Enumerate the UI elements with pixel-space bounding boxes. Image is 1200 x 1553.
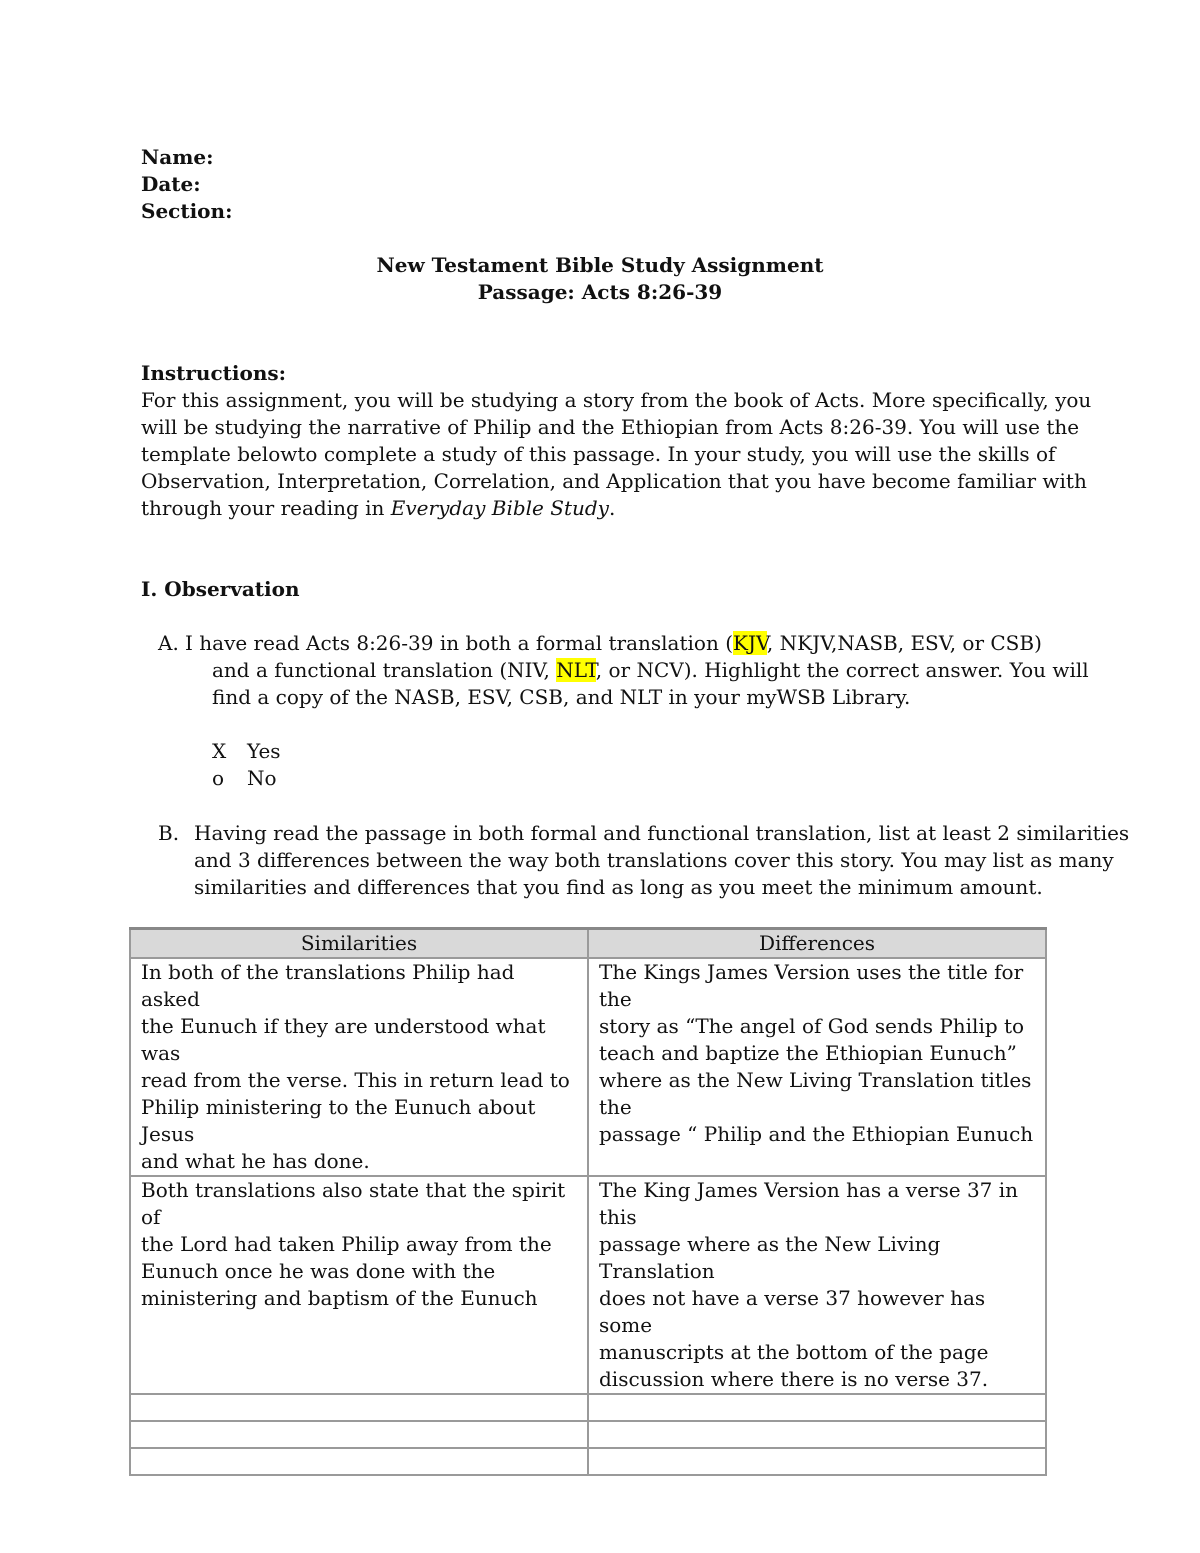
cell-line: The Kings James Version uses the title for the — [599, 960, 1024, 1011]
option-yes-mark: X — [212, 739, 227, 763]
cell-line: discussion where there is no verse 37. — [599, 1367, 989, 1391]
table-header-row — [130, 929, 1046, 959]
option-no-mark: o — [212, 766, 225, 790]
section-label: Section: — [141, 199, 233, 223]
book-title: Everyday Bible Study — [390, 496, 609, 520]
cell-line: manuscripts at the bottom of the page — [599, 1340, 989, 1364]
item-b-line: similarities and differences that you find as long as you meet the minimum amount. — [194, 875, 1043, 899]
similarity-cell[interactable] — [130, 1176, 588, 1394]
item-b-line: Having read the passage in both formal and functional translation, list at least 2 similarities — [194, 821, 1130, 845]
name-label: Name: — [141, 145, 214, 169]
cell-line: Eunuch once he was done with the — [141, 1259, 496, 1283]
instructions-heading: Instructions: — [141, 361, 287, 385]
item-b-marker: B. — [158, 821, 180, 845]
cell-line: Both translations also state that the spirit of — [141, 1178, 566, 1229]
observation-heading: I. Observation — [141, 577, 300, 601]
cell-line: The King James Version has a verse 37 in this — [599, 1178, 1019, 1229]
table-row-empty — [130, 1448, 1046, 1475]
item-a-text: , NKJV,NASB, ESV, or CSB) — [766, 631, 1042, 655]
document-title: New Testament Bible Study Assignment — [376, 253, 824, 277]
difference-cell[interactable] — [588, 1176, 1046, 1394]
highlight-kjv: KJV — [733, 631, 767, 655]
header-similarities: Similarities — [130, 929, 588, 959]
cell-line: story as “The angel of God sends Philip to — [599, 1014, 1025, 1038]
instructions-text: . — [608, 496, 616, 520]
table-row-empty — [130, 1421, 1046, 1448]
instructions-line: will be studying the narrative of Philip and the Ethiopian from Acts 8:26-39. You will use the — [141, 415, 1080, 439]
similarity-cell-empty[interactable] — [130, 1448, 588, 1475]
cell-line: the Lord had taken Philip away from the — [141, 1232, 552, 1256]
instructions-line — [141, 495, 615, 522]
difference-cell-empty[interactable] — [588, 1394, 1046, 1421]
cell-line: In both of the translations Philip had asked — [141, 960, 515, 1011]
comparison-table — [129, 927, 1047, 1476]
option-yes-label: Yes — [247, 739, 281, 763]
similarity-cell-empty[interactable] — [130, 1394, 588, 1421]
item-b-line: and 3 differences between the way both translations cover this story. You may list as many — [194, 848, 1114, 872]
difference-cell[interactable] — [588, 958, 1046, 1176]
cell-line: does not have a verse 37 however has some — [599, 1286, 986, 1337]
cell-line: ministering and baptism of the Eunuch — [141, 1286, 538, 1310]
instructions-text: through your reading in — [141, 496, 391, 520]
passage-title: Passage: Acts 8:26-39 — [477, 280, 723, 304]
item-a-line — [185, 630, 1042, 657]
item-a-line — [212, 657, 1089, 684]
instructions-line: For this assignment, you will be studying a story from the book of Acts. More specifically, you — [141, 388, 1092, 412]
cell-line: passage “ Philip and the Ethiopian Eunuch — [599, 1122, 1034, 1146]
instructions-line: Observation, Interpretation, Correlation, and Application that you have become familiar with — [141, 469, 1087, 493]
cell-line: teach and baptize the Ethiopian Eunuch” — [599, 1041, 1017, 1065]
table-row — [130, 1176, 1046, 1394]
table-row-empty — [130, 1394, 1046, 1421]
cell-line: Philip ministering to the Eunuch about Jesus — [141, 1095, 536, 1146]
cell-line: passage where as the New Living Translation — [599, 1232, 941, 1283]
item-a-marker: A. — [158, 631, 179, 655]
header-differences: Differences — [588, 929, 1046, 959]
item-a-line: find a copy of the NASB, ESV, CSB, and NLT in your myWSB Library. — [212, 685, 911, 709]
option-no-label: No — [247, 766, 277, 790]
similarity-cell-empty[interactable] — [130, 1421, 588, 1448]
item-a-text: and a functional translation (NIV, — [212, 658, 557, 682]
cell-line: where as the New Living Translation titles the — [599, 1068, 1032, 1119]
item-a-text: , or NCV). Highlight the correct answer. You will — [595, 658, 1089, 682]
cell-line: and what he has done. — [141, 1149, 370, 1173]
similarity-cell[interactable] — [130, 958, 588, 1176]
table-row — [130, 958, 1046, 1176]
date-label: Date: — [141, 172, 201, 196]
difference-cell-empty[interactable] — [588, 1448, 1046, 1475]
item-a-text: I have read Acts 8:26-39 in both a formal translation ( — [185, 631, 733, 655]
cell-line: the Eunuch if they are understood what was — [141, 1014, 546, 1065]
difference-cell-empty[interactable] — [588, 1421, 1046, 1448]
highlight-nlt: NLT — [556, 658, 596, 682]
cell-line: read from the verse. This in return lead to — [141, 1068, 570, 1092]
instructions-line: template belowto complete a study of this passage. In your study, you will use the skills of — [141, 442, 1056, 466]
